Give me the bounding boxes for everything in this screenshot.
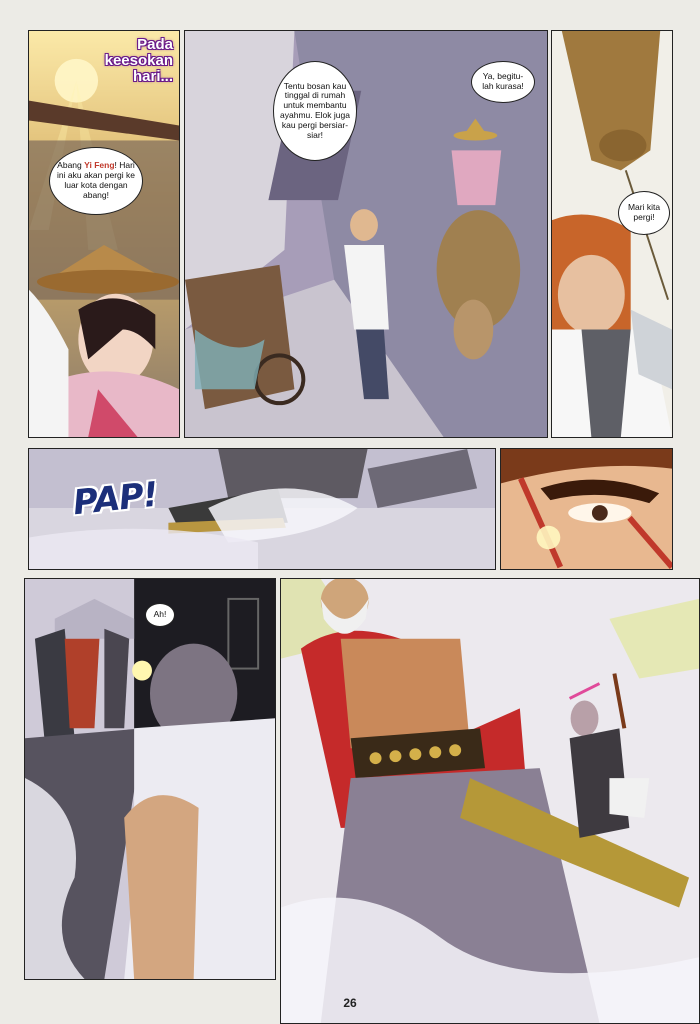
sfx-pap: PAP! [71, 474, 160, 524]
panel-stomp [28, 448, 496, 570]
speech-bubble-girl-alley-text: Ya, begitu-lah kurasa! [482, 71, 524, 91]
panel-girl-art [29, 31, 179, 437]
speech-bubble-yifeng-go-text: Mari kita pergi! [627, 202, 661, 222]
page-number: 26 [343, 996, 357, 1010]
panel-eye-closeup [500, 448, 673, 570]
speech-bubble-yifeng-go [618, 191, 670, 235]
panel-yifeng-back-art [25, 579, 275, 979]
panel-yifeng-back [24, 578, 276, 980]
panel-buffalo-yifeng [551, 30, 673, 438]
caption-line-1: Pada [137, 36, 173, 53]
bubble-text-post: ! Hari ini aku akan pergi ke luar kota dengan abang! [57, 160, 135, 200]
time-caption [105, 37, 173, 84]
speech-bubble-girl-alley [471, 61, 535, 103]
bubble-text-pre: Abang [57, 160, 85, 171]
panel-villain [280, 578, 700, 1024]
speech-bubble-yifeng-alley [273, 61, 357, 161]
speech-bubble-ah [145, 603, 175, 627]
panel-villain-art [281, 579, 699, 1023]
panel-buffalo-art [552, 31, 672, 437]
speech-bubble-yifeng-alley-text: Tentu bosan kau tinggal di rumah untuk membantu ayahmu. Elok juga kau pergi bersiar-siar! [280, 80, 350, 140]
speech-bubble-girl [49, 147, 143, 215]
panel-girl-sunrise [28, 30, 180, 438]
speech-bubble-ah-text: Ah! [153, 609, 167, 620]
panel-alley [184, 30, 548, 438]
panel-eye-art [501, 449, 672, 569]
speech-bubble-girl-text [56, 161, 136, 200]
caption-line-2: keesokan [104, 51, 173, 69]
caption-line-3: hari... [132, 67, 173, 85]
bubble-name: Yi Feng [84, 160, 115, 171]
